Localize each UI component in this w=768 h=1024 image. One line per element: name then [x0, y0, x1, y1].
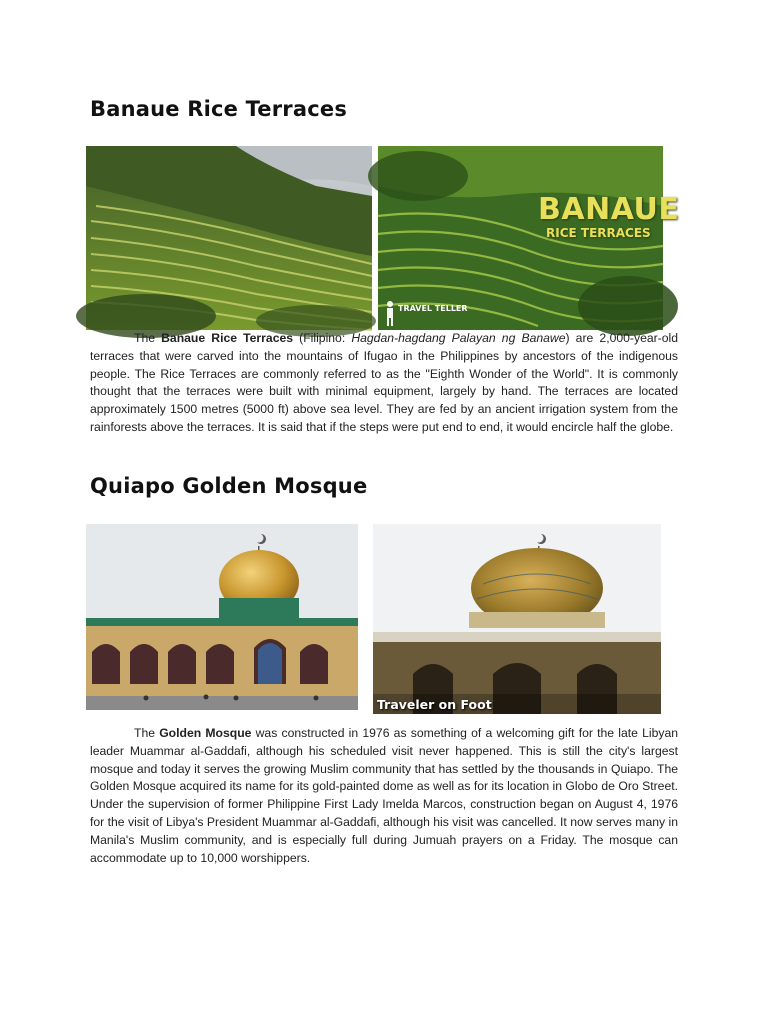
golden-mosque-front-photo — [86, 524, 358, 710]
poster-title: BANAUE — [538, 192, 680, 227]
poster-subtitle: RICE TERRACES — [546, 226, 651, 240]
golden-mosque-dome-photo — [373, 524, 661, 714]
golden-mosque-paragraph: The Golden Mosque was constructed in 1976 as something of a welcoming gift for the late Libyan leader Muammar al-Gaddafi, although his scheduled visit never happened. This is still the city's largest mosque and today it serves the growing Muslim community that has settled by the thousands in Quiapo. The Golden Mosque acquired its name for its gold-painted dome as well as for its location in Globo de Oro Street. Under the supervision of former Philippine First Lady Imelda Marcos, construction began on August 4, 1976 for the visit of Libya's President Muammar al-Gaddafi, although his visit was cancelled. It now serves many in Manila's Muslim community, and is especially full during Jumuah prayers on a Friday. The mosque can accommodate up to 10,000 worshippers. — [90, 726, 679, 865]
rice-terraces-photo — [86, 146, 372, 330]
section-title-banaue: Banaue Rice Terraces — [90, 97, 348, 121]
banaue-paragraph: The Banaue Rice Terraces (Filipino: Hagdan-hagdang Palayan ng Banawe) are 2,000-year-old terraces that were carved into the mountains of Ifugao in the Philippines by ancestors of the indigenous people. The Rice Terraces are commonly referred to as the "Eighth Wonder of the World". It is commonly thought that the terraces were built with minimal equipment, largely by hand. The terraces are located approximately 1500 metres (5000 ft) above sea level. They are fed by an ancient irrigation system from the rainforests above the terraces. It is said that if the steps were put end to end, it would encircle half the globe. — [90, 331, 679, 434]
section-title-golden-mosque: Quiapo Golden Mosque — [90, 474, 368, 498]
photo-watermark-caption: Traveler on Foot — [377, 697, 492, 712]
travel-teller-logo: TRAVEL TELLER — [398, 304, 468, 313]
banaue-poster-photo — [378, 146, 680, 330]
